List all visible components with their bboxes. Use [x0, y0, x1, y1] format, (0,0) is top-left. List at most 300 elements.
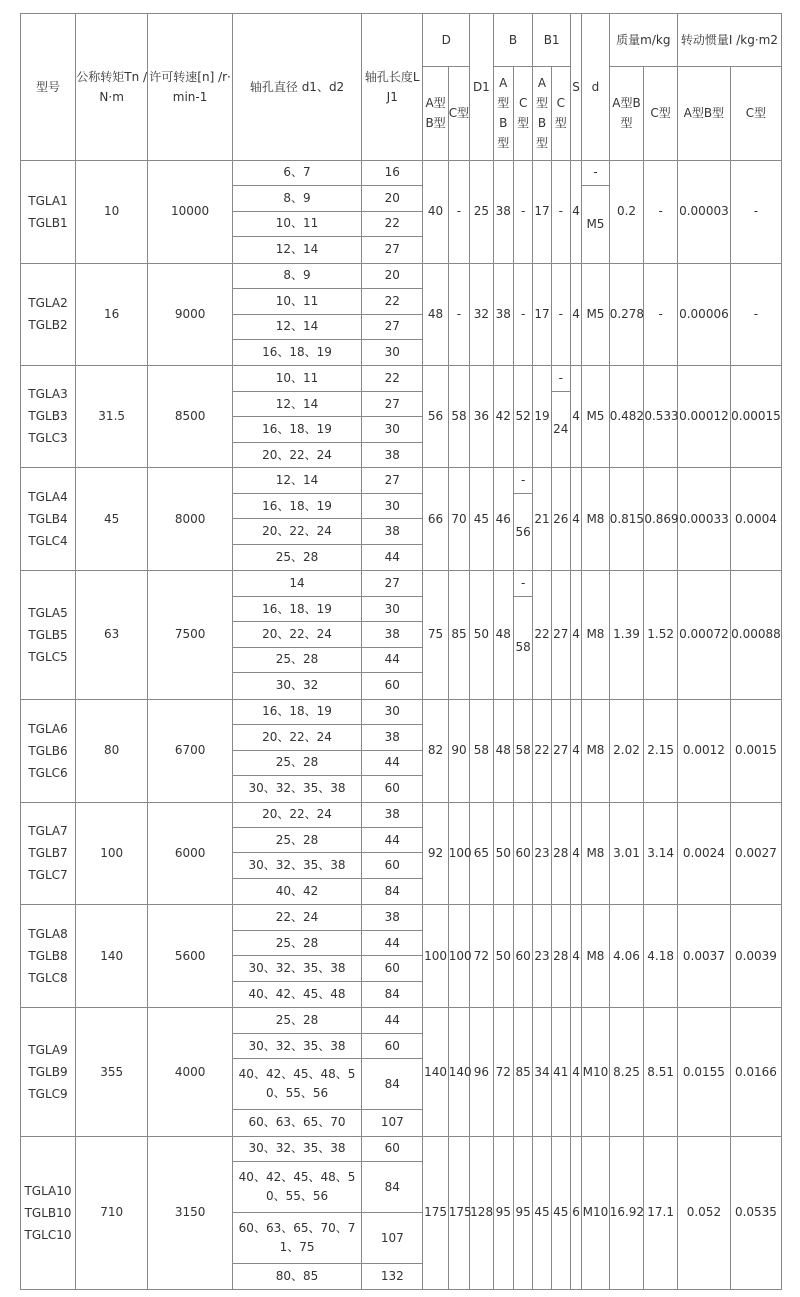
- S-cell: 4: [570, 263, 581, 365]
- model-name: TGLC8: [28, 971, 68, 986]
- model-name: TGLB4: [28, 512, 68, 527]
- torque-cell: 80: [76, 699, 148, 802]
- header-speed: 许可转速[n] /r·min-1: [148, 14, 233, 161]
- B-c-cell: 95: [513, 1136, 532, 1289]
- bore-length-cell: 38: [362, 519, 423, 544]
- B-c-top-cell: -: [513, 468, 532, 493]
- torque-cell: 45: [76, 468, 148, 571]
- S-cell: 4: [570, 905, 581, 1008]
- inertia-ab-cell: 0.0024: [677, 802, 730, 905]
- inertia-c-cell: -: [730, 160, 781, 263]
- mass-ab-cell: 0.2: [609, 160, 644, 263]
- speed-cell: 9000: [148, 263, 233, 365]
- bore-length-cell: 44: [362, 750, 423, 775]
- torque-cell: 140: [76, 905, 148, 1008]
- bore-diameter-cell: 80、85: [232, 1264, 361, 1290]
- header-D: D: [423, 14, 470, 67]
- bore-diameter-cell: 6、7: [232, 160, 361, 185]
- mass-ab-cell: 16.92: [609, 1136, 644, 1289]
- inertia-ab-cell: 0.00033: [677, 468, 730, 571]
- B-ab-cell: 50: [493, 802, 513, 905]
- table-row: [21, 1136, 782, 1161]
- bore-diameter-cell: 12、14: [232, 314, 361, 339]
- B-c-cell: 60: [513, 802, 532, 905]
- model-name: TGLB1: [28, 215, 68, 230]
- B1-c-cell: -: [551, 160, 570, 263]
- D-c-cell: 70: [448, 468, 469, 571]
- header-inertia: 转动惯量I /kg·m2: [677, 14, 781, 67]
- bore-length-cell: 30: [362, 417, 423, 442]
- inertia-ab-cell: 0.00003: [677, 160, 730, 263]
- model-cell: [21, 905, 76, 1008]
- B-ab-cell: 50: [493, 905, 513, 1008]
- bore-diameter-cell: 22、24: [232, 905, 361, 930]
- model-name: TGLB5: [28, 627, 68, 642]
- d-cell: M5: [582, 263, 610, 365]
- D1-cell: 128: [470, 1136, 493, 1289]
- B1-ab-cell: 23: [533, 905, 551, 1008]
- bore-length-cell: 16: [362, 160, 423, 185]
- B1-ab-cell: 17: [533, 160, 551, 263]
- bore-length-cell: 20: [362, 263, 423, 288]
- bore-length-cell: 27: [362, 237, 423, 263]
- coupling-spec-table-wrapper: [20, 13, 782, 1290]
- mass-c-cell: 2.15: [644, 699, 678, 802]
- inertia-c-cell: 0.00015: [730, 365, 781, 468]
- B-c-cell: -: [513, 263, 532, 365]
- bore-diameter-cell: 10、11: [232, 211, 361, 236]
- model-name: TGLC3: [28, 431, 68, 446]
- table-row: [21, 468, 782, 493]
- bore-length-cell: 20: [362, 186, 423, 211]
- header-inertia-c: C型: [730, 66, 781, 160]
- S-cell: 4: [570, 699, 581, 802]
- B1-ab-cell: 34: [533, 1008, 551, 1136]
- header-mass: 质量m/kg: [609, 14, 677, 67]
- bore-length-cell: 38: [362, 725, 423, 750]
- bore-diameter-cell: 40、42、45、48、50、55、56: [232, 1059, 361, 1110]
- bore-length-cell: 27: [362, 571, 423, 596]
- table-row: [21, 160, 782, 185]
- D-ab-cell: 66: [423, 468, 448, 571]
- B1-ab-cell: 21: [533, 468, 551, 571]
- model-name: TGLC4: [28, 534, 68, 549]
- inertia-ab-cell: 0.00012: [677, 365, 730, 468]
- bore-diameter-cell: 12、14: [232, 392, 361, 417]
- D-ab-cell: 140: [423, 1008, 448, 1136]
- D1-cell: 96: [470, 1008, 493, 1136]
- d-cell: M8: [582, 699, 610, 802]
- model-name: TGLB10: [24, 1205, 72, 1220]
- bore-diameter-cell: 16、18、19: [232, 340, 361, 365]
- B1-c-cell: 26: [551, 468, 570, 571]
- inertia-c-cell: 0.0004: [730, 468, 781, 571]
- header-bore-length: 轴孔长度L J1: [362, 14, 423, 161]
- bore-length-cell: 44: [362, 647, 423, 672]
- D-c-cell: 100: [448, 802, 469, 905]
- D-ab-cell: 56: [423, 365, 448, 468]
- B-ab-cell: 72: [493, 1008, 513, 1136]
- bore-length-cell: 60: [362, 1136, 423, 1161]
- B-c-cell: 52: [513, 365, 532, 468]
- bore-diameter-cell: 14: [232, 571, 361, 596]
- bore-diameter-cell: 10、11: [232, 289, 361, 314]
- S-cell: 6: [570, 1136, 581, 1289]
- B1-c-cell: 45: [551, 1136, 570, 1289]
- table-row: [21, 905, 782, 930]
- model-name: TGLA3: [28, 387, 68, 402]
- d-cell: M8: [582, 468, 610, 571]
- d-cell: M8: [582, 802, 610, 905]
- bore-diameter-cell: 20、22、24: [232, 802, 361, 827]
- model-cell: [21, 802, 76, 905]
- D-ab-cell: 75: [423, 571, 448, 699]
- D1-cell: 50: [470, 571, 493, 699]
- D-c-cell: 175: [448, 1136, 469, 1289]
- mass-c-cell: 1.52: [644, 571, 678, 699]
- bore-diameter-cell: 30、32、35、38: [232, 956, 361, 981]
- mass-c-cell: 0.869: [644, 468, 678, 571]
- bore-diameter-cell: 12、14: [232, 468, 361, 493]
- D-c-cell: 85: [448, 571, 469, 699]
- D1-cell: 45: [470, 468, 493, 571]
- bore-diameter-cell: 40、42、45、48: [232, 981, 361, 1007]
- header-d: d: [582, 14, 610, 161]
- inertia-ab-cell: 0.052: [677, 1136, 730, 1289]
- table-row: [21, 1008, 782, 1033]
- inertia-c-cell: 0.0166: [730, 1008, 781, 1136]
- d-top-cell: -: [582, 160, 610, 185]
- bore-diameter-cell: 30、32、35、38: [232, 1136, 361, 1161]
- model-cell: [21, 365, 76, 468]
- inertia-ab-cell: 0.0155: [677, 1008, 730, 1136]
- mass-ab-cell: 3.01: [609, 802, 644, 905]
- bore-diameter-cell: 8、9: [232, 186, 361, 211]
- header-bore-diameter: 轴孔直径 d1、d2: [232, 14, 361, 161]
- bore-length-cell: 27: [362, 468, 423, 493]
- bore-length-cell: 27: [362, 392, 423, 417]
- model-cell: [21, 468, 76, 571]
- B1-c-cell: 41: [551, 1008, 570, 1136]
- model-name: TGLB2: [28, 318, 68, 333]
- B-ab-cell: 95: [493, 1136, 513, 1289]
- table-body: [21, 160, 782, 1289]
- D-ab-cell: 92: [423, 802, 448, 905]
- model-name: TGLC10: [24, 1227, 72, 1242]
- speed-cell: 6000: [148, 802, 233, 905]
- speed-cell: 5600: [148, 905, 233, 1008]
- bore-length-cell: 30: [362, 699, 423, 724]
- d-cell: M5: [582, 365, 610, 468]
- mass-c-cell: -: [644, 160, 678, 263]
- D-ab-cell: 175: [423, 1136, 448, 1289]
- speed-cell: 8000: [148, 468, 233, 571]
- mass-ab-cell: 0.815: [609, 468, 644, 571]
- table-row: [21, 263, 782, 288]
- header-mass-ab: A型B型: [609, 66, 644, 160]
- model-name: TGLB6: [28, 743, 68, 758]
- header-model: 型号: [21, 14, 76, 161]
- bore-length-cell: 38: [362, 802, 423, 827]
- coupling-spec-table: [20, 13, 782, 1290]
- bore-length-cell: 27: [362, 314, 423, 339]
- inertia-ab-cell: 0.00072: [677, 571, 730, 699]
- mass-ab-cell: 1.39: [609, 571, 644, 699]
- inertia-ab-cell: 0.00006: [677, 263, 730, 365]
- bore-length-cell: 60: [362, 956, 423, 981]
- B-c-cell: 60: [513, 905, 532, 1008]
- table-row: [21, 802, 782, 827]
- B-c-cell: 56: [513, 493, 532, 570]
- mass-c-cell: -: [644, 263, 678, 365]
- speed-cell: 10000: [148, 160, 233, 263]
- d-cell: M10: [582, 1136, 610, 1289]
- D-ab-cell: 40: [423, 160, 448, 263]
- model-name: TGLA4: [28, 490, 68, 505]
- bore-diameter-cell: 30、32、35、38: [232, 1033, 361, 1058]
- d-cell: M5: [582, 186, 610, 263]
- bore-length-cell: 60: [362, 776, 423, 802]
- bore-length-cell: 107: [362, 1213, 423, 1264]
- bore-diameter-cell: 40、42、45、48、50、55、56: [232, 1162, 361, 1213]
- bore-length-cell: 44: [362, 828, 423, 853]
- B-c-cell: 85: [513, 1008, 532, 1136]
- bore-length-cell: 44: [362, 930, 423, 955]
- d-cell: M8: [582, 571, 610, 699]
- speed-cell: 7500: [148, 571, 233, 699]
- D1-cell: 58: [470, 699, 493, 802]
- bore-diameter-cell: 20、22、24: [232, 725, 361, 750]
- bore-diameter-cell: 25、28: [232, 750, 361, 775]
- mass-c-cell: 0.533: [644, 365, 678, 468]
- B-ab-cell: 38: [493, 160, 513, 263]
- B-c-cell: 58: [513, 699, 532, 802]
- B-ab-cell: 48: [493, 699, 513, 802]
- inertia-c-cell: 0.0027: [730, 802, 781, 905]
- header-torque: 公称转矩Tn /N·m: [76, 14, 148, 161]
- D-ab-cell: 48: [423, 263, 448, 365]
- B1-c-cell: 27: [551, 571, 570, 699]
- header-D1: D1: [470, 14, 493, 161]
- model-cell: [21, 571, 76, 699]
- B1-c-cell: 27: [551, 699, 570, 802]
- model-name: TGLA2: [28, 296, 68, 311]
- model-cell: [21, 160, 76, 263]
- header-B-ab: A型B型: [493, 66, 513, 160]
- torque-cell: 16: [76, 263, 148, 365]
- mass-ab-cell: 8.25: [609, 1008, 644, 1136]
- bore-length-cell: 30: [362, 340, 423, 365]
- bore-length-cell: 38: [362, 442, 423, 467]
- bore-diameter-cell: 60、63、65、70: [232, 1110, 361, 1136]
- bore-diameter-cell: 10、11: [232, 365, 361, 391]
- bore-length-cell: 84: [362, 1059, 423, 1110]
- mass-c-cell: 17.1: [644, 1136, 678, 1289]
- header-S: S: [570, 14, 581, 161]
- bore-diameter-cell: 16、18、19: [232, 417, 361, 442]
- D1-cell: 32: [470, 263, 493, 365]
- d-cell: M10: [582, 1008, 610, 1136]
- model-name: TGLA1: [28, 193, 68, 208]
- bore-diameter-cell: 16、18、19: [232, 493, 361, 518]
- torque-cell: 710: [76, 1136, 148, 1289]
- D-c-cell: 140: [448, 1008, 469, 1136]
- B1-c-cell: -: [551, 263, 570, 365]
- bore-diameter-cell: 8、9: [232, 263, 361, 288]
- S-cell: 4: [570, 802, 581, 905]
- D-ab-cell: 82: [423, 699, 448, 802]
- S-cell: 4: [570, 468, 581, 571]
- S-cell: 4: [570, 365, 581, 468]
- bore-length-cell: 107: [362, 1110, 423, 1136]
- model-name: TGLA10: [24, 1183, 72, 1198]
- bore-diameter-cell: 30、32: [232, 673, 361, 699]
- mass-ab-cell: 4.06: [609, 905, 644, 1008]
- bore-length-cell: 22: [362, 211, 423, 236]
- mass-ab-cell: 2.02: [609, 699, 644, 802]
- table-row: [21, 571, 782, 596]
- inertia-c-cell: 0.00088: [730, 571, 781, 699]
- table-row: [21, 699, 782, 724]
- header-inertia-ab: A型B型: [677, 66, 730, 160]
- D1-cell: 36: [470, 365, 493, 468]
- header-D-ab: A型B型: [423, 66, 448, 160]
- header-mass-c: C型: [644, 66, 678, 160]
- speed-cell: 8500: [148, 365, 233, 468]
- B-c-cell: -: [513, 160, 532, 263]
- S-cell: 4: [570, 571, 581, 699]
- D1-cell: 65: [470, 802, 493, 905]
- bore-diameter-cell: 20、22、24: [232, 622, 361, 647]
- model-name: TGLB3: [28, 409, 68, 424]
- B1-ab-cell: 17: [533, 263, 551, 365]
- bore-diameter-cell: 16、18、19: [232, 596, 361, 621]
- bore-length-cell: 84: [362, 1162, 423, 1213]
- bore-diameter-cell: 20、22、24: [232, 519, 361, 544]
- bore-diameter-cell: 30、32、35、38: [232, 776, 361, 802]
- bore-length-cell: 22: [362, 289, 423, 314]
- B-c-top-cell: -: [513, 571, 532, 596]
- bore-length-cell: 30: [362, 596, 423, 621]
- D1-cell: 72: [470, 905, 493, 1008]
- mass-c-cell: 3.14: [644, 802, 678, 905]
- B1-ab-cell: 23: [533, 802, 551, 905]
- model-cell: [21, 1136, 76, 1289]
- torque-cell: 355: [76, 1008, 148, 1136]
- inertia-c-cell: -: [730, 263, 781, 365]
- D-c-cell: 100: [448, 905, 469, 1008]
- D-c-cell: -: [448, 160, 469, 263]
- model-cell: [21, 263, 76, 365]
- model-name: TGLA6: [28, 721, 68, 736]
- model-name: TGLC9: [28, 1087, 68, 1102]
- bore-length-cell: 44: [362, 1008, 423, 1033]
- bore-diameter-cell: 20、22、24: [232, 442, 361, 467]
- bore-diameter-cell: 12、14: [232, 237, 361, 263]
- B1-c-cell: 24: [551, 392, 570, 468]
- inertia-c-cell: 0.0535: [730, 1136, 781, 1289]
- B1-ab-cell: 22: [533, 571, 551, 699]
- bore-length-cell: 132: [362, 1264, 423, 1290]
- model-name: TGLB9: [28, 1065, 68, 1080]
- torque-cell: 31.5: [76, 365, 148, 468]
- B1-c-cell: 28: [551, 802, 570, 905]
- B-ab-cell: 46: [493, 468, 513, 571]
- inertia-c-cell: 0.0015: [730, 699, 781, 802]
- B1-ab-cell: 19: [533, 365, 551, 468]
- speed-cell: 3150: [148, 1136, 233, 1289]
- inertia-ab-cell: 0.0037: [677, 905, 730, 1008]
- model-name: TGLB7: [28, 846, 68, 861]
- D-c-cell: 58: [448, 365, 469, 468]
- bore-diameter-cell: 25、28: [232, 544, 361, 570]
- bore-length-cell: 38: [362, 905, 423, 930]
- bore-diameter-cell: 30、32、35、38: [232, 853, 361, 878]
- header-B1-ab: A型B型: [533, 66, 551, 160]
- bore-diameter-cell: 25、28: [232, 1008, 361, 1033]
- mass-c-cell: 8.51: [644, 1008, 678, 1136]
- mass-ab-cell: 0.482: [609, 365, 644, 468]
- bore-length-cell: 84: [362, 878, 423, 904]
- d-cell: M8: [582, 905, 610, 1008]
- B1-ab-cell: 22: [533, 699, 551, 802]
- table-row: [21, 365, 782, 391]
- inertia-c-cell: 0.0039: [730, 905, 781, 1008]
- bore-length-cell: 60: [362, 853, 423, 878]
- inertia-ab-cell: 0.0012: [677, 699, 730, 802]
- mass-ab-cell: 0.278: [609, 263, 644, 365]
- bore-length-cell: 22: [362, 365, 423, 391]
- B1-c-top-cell: -: [551, 365, 570, 391]
- torque-cell: 10: [76, 160, 148, 263]
- bore-diameter-cell: 25、28: [232, 930, 361, 955]
- model-name: TGLC7: [28, 868, 68, 883]
- mass-c-cell: 4.18: [644, 905, 678, 1008]
- B-ab-cell: 38: [493, 263, 513, 365]
- bore-length-cell: 38: [362, 622, 423, 647]
- bore-diameter-cell: 60、63、65、70、71、75: [232, 1213, 361, 1264]
- bore-diameter-cell: 25、28: [232, 828, 361, 853]
- B-ab-cell: 42: [493, 365, 513, 468]
- header-B1: B1: [533, 14, 571, 67]
- B1-ab-cell: 45: [533, 1136, 551, 1289]
- bore-length-cell: 84: [362, 981, 423, 1007]
- header-B-c: C型: [513, 66, 532, 160]
- D1-cell: 25: [470, 160, 493, 263]
- model-cell: [21, 699, 76, 802]
- model-cell: [21, 1008, 76, 1136]
- bore-length-cell: 60: [362, 673, 423, 699]
- bore-diameter-cell: 40、42: [232, 878, 361, 904]
- model-name: TGLC6: [28, 765, 68, 780]
- bore-length-cell: 30: [362, 493, 423, 518]
- S-cell: 4: [570, 1008, 581, 1136]
- model-name: TGLC5: [28, 649, 68, 664]
- model-name: TGLB8: [28, 949, 68, 964]
- speed-cell: 4000: [148, 1008, 233, 1136]
- D-c-cell: 90: [448, 699, 469, 802]
- bore-length-cell: 60: [362, 1033, 423, 1058]
- torque-cell: 100: [76, 802, 148, 905]
- bore-diameter-cell: 25、28: [232, 647, 361, 672]
- B-c-cell: 58: [513, 596, 532, 699]
- D-ab-cell: 100: [423, 905, 448, 1008]
- bore-diameter-cell: 16、18、19: [232, 699, 361, 724]
- header-B: B: [493, 14, 533, 67]
- model-name: TGLA9: [28, 1043, 68, 1058]
- model-name: TGLA5: [28, 605, 68, 620]
- B1-c-cell: 28: [551, 905, 570, 1008]
